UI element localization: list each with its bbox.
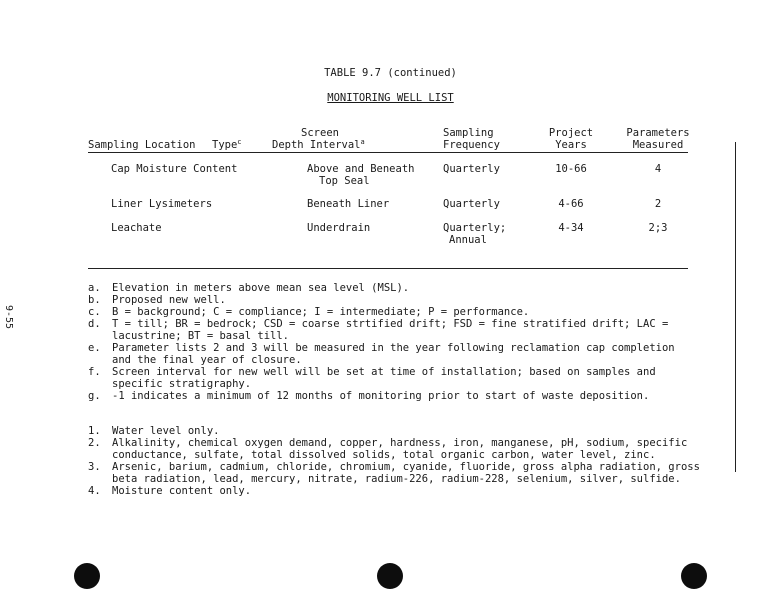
parameter-list-item: 1. Water level only. [88, 425, 220, 437]
footnote: c. B = background; C = compliance; I = intermediate; P = performance. [88, 306, 530, 318]
header-params-top: Parameters [626, 127, 690, 139]
binder-hole-center [377, 563, 403, 589]
page-title: MONITORING WELL LIST [327, 92, 454, 104]
header-frequency-top: Sampling [443, 127, 494, 139]
row-years: 4-66 [558, 198, 584, 210]
row-frequency: Quarterly; [443, 222, 507, 234]
row-params: 4 [654, 163, 662, 175]
row-location: Cap Moisture Content [111, 163, 238, 175]
header-screen-top: Screen [301, 127, 339, 139]
footnote: g. -1 indicates a minimum of 12 months of monitoring prior to start of waste deposition. [88, 390, 650, 402]
binder-hole-right [681, 563, 707, 589]
table-label: TABLE 9.7 (continued) [324, 67, 457, 79]
row-years: 4-34 [558, 222, 584, 234]
table-bottom-rule [88, 268, 688, 269]
parameter-list-item: 2. Alkalinity, chemical oxygen demand, copper, hardness, iron, manganese, pH, sodium, specific conductance, sulfate, total dissolved solids, total organic carbon, water level, zinc. [88, 437, 688, 461]
row-frequency: Quarterly [443, 198, 500, 210]
row-screen: Above and Beneath [307, 163, 415, 175]
header-years-top: Project [548, 127, 594, 139]
header-years-bottom: Years [555, 139, 587, 151]
footnote: d. T = till; BR = bedrock; CSD = coarse strtified drift; FSD = fine stratified drift; LAC = lacustrine; BT = basal till. [88, 318, 669, 342]
row-screen: Beneath Liner [307, 198, 390, 210]
margin-bar [735, 142, 736, 472]
footnote: b. Proposed new well. [88, 294, 226, 306]
header-params-bottom: Measured [632, 139, 684, 151]
row-location: Leachate [111, 222, 162, 234]
row-params: 2 [654, 198, 662, 210]
parameter-list-item: 3. Arsenic, barium, cadmium, chloride, chromium, cyanide, fluoride, gross alpha radiation, gross beta radiation, lead, mercury, nitrate, radium-226, radium-228, selenium, silver, sulfide. [88, 461, 700, 485]
row-location: Liner Lysimeters [111, 198, 213, 210]
binder-hole-left [74, 563, 100, 589]
footnote: f. Screen interval for new well will be set at time of installation; based on samples and specific stratigraphy. [88, 366, 656, 390]
header-type: Type$^c$ [212, 138, 242, 151]
header-rule [88, 152, 688, 153]
row-frequency: Quarterly [443, 163, 500, 175]
row-screen: Underdrain [307, 222, 371, 234]
header-sampling-location: Sampling Location [88, 139, 196, 151]
header-screen-bottom: Depth Interval$^a$ [272, 138, 365, 151]
row-params: 2;3 [648, 222, 668, 234]
footnote: e. Parameter lists 2 and 3 will be measured in the year following reclamation cap completion and the final year of closure. [88, 342, 675, 366]
footnote: a. Elevation in meters above mean sea level (MSL). [88, 282, 410, 294]
row-years: 10-66 [555, 163, 587, 175]
row-screen-cont: Top Seal [319, 175, 370, 187]
header-frequency-bottom: Frequency [443, 139, 500, 151]
page-number: 9-55 [3, 305, 14, 330]
row-frequency-cont: Annual [449, 234, 487, 246]
parameter-list-item: 4. Moisture content only. [88, 485, 252, 497]
